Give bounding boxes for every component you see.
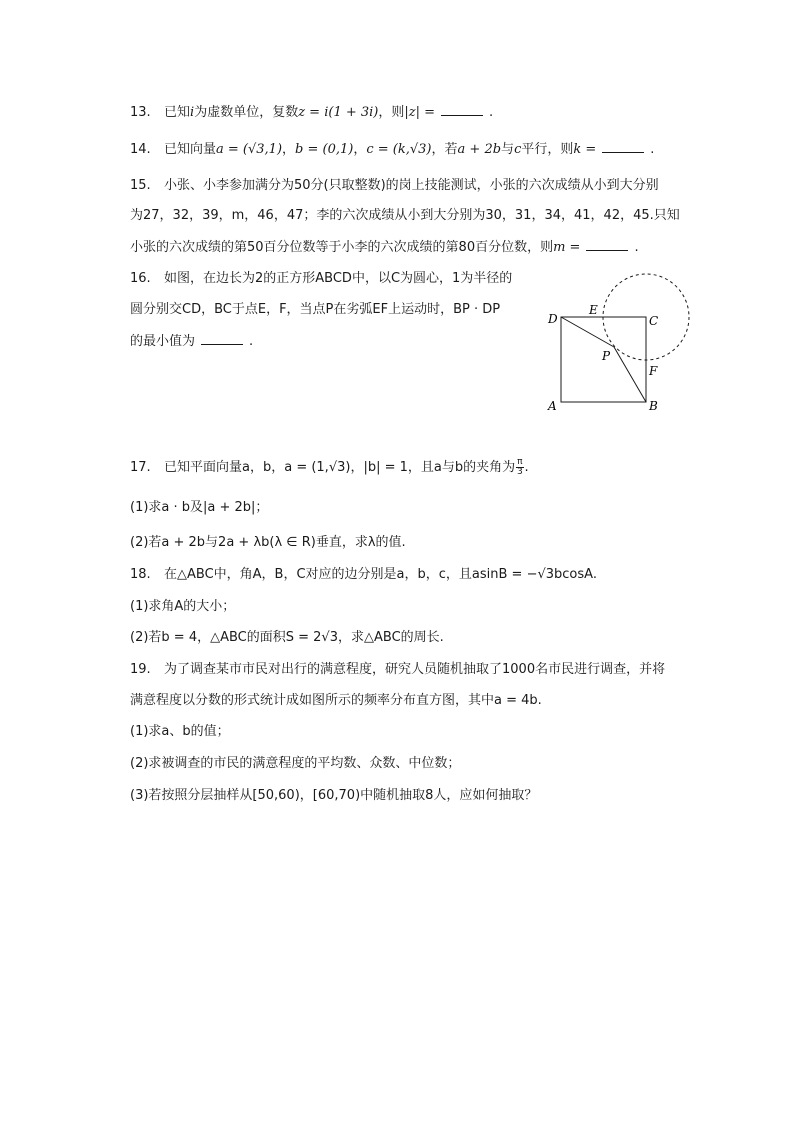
question-17-part-2 [130, 533, 406, 553]
answer-blank [201, 331, 243, 345]
question-text: 如图，在边长为2的正方形ABCD中，以C为圆心，1为半径的 [164, 271, 513, 286]
question-17-line-1 [130, 458, 529, 478]
question-19-line-1 [130, 660, 665, 680]
question-text: 的最小值为 [130, 334, 196, 349]
question-end: . [249, 334, 254, 349]
question-number: 17. [130, 460, 151, 475]
question-19-part-3 [130, 786, 537, 806]
question-text: 圆分别交CD，BC于点E，F，当点P在劣弧EF上运动时，BP · DP [130, 302, 501, 317]
question-14 [130, 139, 654, 160]
question-19-line-2 [130, 691, 542, 711]
label-f: F [649, 364, 658, 378]
math-expression: c [514, 142, 522, 157]
question-18-part-2 [130, 628, 444, 648]
answer-blank [602, 139, 644, 153]
square-circle-figure [536, 270, 696, 420]
question-end: . [489, 105, 494, 120]
geometry-diagram [536, 270, 696, 420]
answer-blank [441, 102, 483, 116]
question-text: (1)求a、b的值； [130, 724, 230, 739]
question-19-part-1 [130, 722, 230, 742]
question-number: 18. [130, 567, 151, 582]
segment-pb [614, 347, 646, 402]
question-text: (3)若按照分层抽样从[50,60)，[60,70)中随机抽取8人，应如何抽取？ [130, 788, 538, 803]
question-text: (1)求a · b及|a + 2b|； [130, 500, 269, 515]
question-text: 为27，32，39，m，46，47；李的六次成绩从小到大分别为30，31，34，41，42，45.只知 [130, 208, 680, 223]
math-expression: |z| = [404, 105, 436, 120]
question-end: . [634, 240, 639, 255]
label-c: C [649, 314, 659, 328]
answer-blank [586, 237, 628, 251]
question-end: . [650, 142, 655, 157]
question-text: 平行，则 [521, 142, 574, 157]
question-16-line-3 [130, 331, 253, 352]
question-16-line-2 [130, 300, 500, 320]
question-number: 13. [130, 105, 151, 120]
math-expression: m = [553, 240, 581, 255]
question-text: 小张、小李参加满分为50分(只取整数)的岗上技能测试，小张的六次成绩从小到大分别 [164, 178, 659, 193]
question-number: 16. [130, 271, 151, 286]
question-text: 为虚数单位，复数 [194, 105, 299, 120]
question-15-line-3 [130, 237, 639, 258]
question-text: 与 [501, 142, 515, 157]
label-d: D [548, 312, 558, 326]
question-15-line-1 [130, 176, 659, 196]
question-15-line-2 [130, 206, 680, 226]
separator: ， [282, 142, 296, 157]
question-text: (1)求角A的大小； [130, 599, 236, 614]
question-text: 满意程度以分数的形式统计成如图所示的频率分布直方图，其中a = 4b. [130, 693, 542, 708]
question-18-part-1 [130, 597, 235, 617]
fraction-numerator: π [517, 457, 523, 467]
question-text: 为了调查某市市民对出行的满意程度，研究人员随机抽取了1000名市民进行调查，并将 [164, 662, 666, 677]
question-text: (2)求被调查的市民的满意程度的平均数、众数、中位数； [130, 756, 461, 771]
math-expression: b = (0,1) [295, 142, 354, 157]
question-text: (2)若b = 4，△ABC的面积S = 2√3，求△ABC的周长. [130, 630, 444, 645]
fraction-denominator: 3 [516, 467, 523, 477]
question-19-part-2 [130, 754, 460, 774]
math-expression: k = [573, 142, 597, 157]
fraction [516, 458, 523, 477]
separator: ， [353, 142, 367, 157]
question-text: 已知平面向量a，b，a = (1,√3)，|b| = 1，且a与b的夹角为 [164, 460, 516, 475]
math-expression: a + 2b [457, 142, 502, 157]
question-text: 已知 [164, 105, 191, 120]
label-e: E [589, 303, 598, 317]
math-expression: z = i(1 + 3i) [298, 105, 379, 120]
label-b: B [649, 399, 658, 413]
question-13 [130, 102, 493, 123]
question-17-part-1 [130, 498, 268, 518]
question-text: 小张的六次成绩的第50百分位数等于小李的六次成绩的第80百分位数，则 [130, 240, 554, 255]
question-text: 已知向量 [164, 142, 217, 157]
segment-dp [561, 317, 614, 347]
question-end: . [524, 460, 529, 475]
math-expression: i [190, 105, 195, 120]
question-number: 19. [130, 662, 151, 677]
question-number: 15. [130, 178, 151, 193]
math-expression: a = (√3,1) [216, 142, 283, 157]
question-number: 14. [130, 142, 151, 157]
label-a: A [548, 399, 557, 413]
question-18-line-1 [130, 565, 597, 585]
question-text: ，若 [431, 142, 458, 157]
question-text: (2)若a + 2b与2a + λb(λ ∈ R)垂直，求λ的值. [130, 535, 406, 550]
question-16-line-1 [130, 269, 512, 289]
question-text: ，则 [378, 105, 405, 120]
question-text: 在△ABC中，角A，B，C对应的边分别是a，b，c，且asinB = −√3bcosA. [164, 567, 597, 582]
math-expression: c = (k,√3) [366, 142, 432, 157]
label-p: P [602, 349, 611, 363]
